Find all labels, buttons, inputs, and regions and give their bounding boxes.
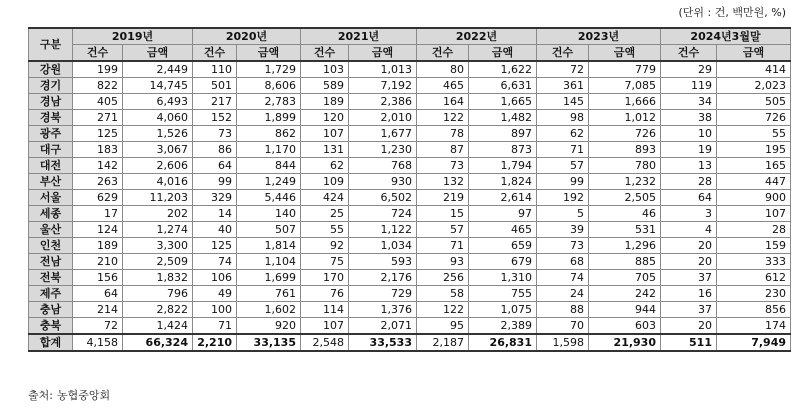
amount-cell: 2,389 [469, 318, 537, 335]
region-cell: 전남 [29, 254, 73, 270]
amount-cell: 2,023 [717, 78, 791, 94]
count-cell: 152 [193, 110, 237, 126]
table-row [29, 254, 791, 270]
count-cell: 210 [73, 254, 123, 270]
amount-cell: 107 [717, 206, 791, 222]
count-cell: 57 [417, 222, 469, 238]
count-cell: 74 [193, 254, 237, 270]
count-cell: 72 [73, 318, 123, 335]
amount-cell: 165 [717, 158, 791, 174]
amount-cell: 174 [717, 318, 791, 335]
amount-cell: 6,493 [123, 94, 193, 110]
year-header: 2021년 [301, 28, 417, 45]
count-cell: 263 [73, 174, 123, 190]
region-cell: 충남 [29, 302, 73, 318]
count-cell: 424 [301, 190, 349, 206]
count-cell: 92 [301, 238, 349, 254]
count-cell: 3 [661, 206, 717, 222]
amount-cell: 4,016 [123, 174, 193, 190]
amount-cell: 531 [589, 222, 661, 238]
amount-header: 금액 [237, 45, 301, 62]
count-cell: 64 [661, 190, 717, 206]
count-cell: 256 [417, 270, 469, 286]
amount-cell: 1,012 [589, 110, 661, 126]
count-cell: 80 [417, 61, 469, 78]
amount-cell: 21,930 [589, 334, 661, 351]
region-cell: 광주 [29, 126, 73, 142]
count-cell: 170 [301, 270, 349, 286]
count-cell: 114 [301, 302, 349, 318]
count-cell: 73 [193, 126, 237, 142]
region-cell: 부산 [29, 174, 73, 190]
amount-cell: 1,814 [237, 238, 301, 254]
count-cell: 199 [73, 61, 123, 78]
amount-cell: 66,324 [123, 334, 193, 351]
table-row [29, 206, 791, 222]
amount-cell: 729 [349, 286, 417, 302]
amount-cell: 2,386 [349, 94, 417, 110]
count-cell: 589 [301, 78, 349, 94]
region-cell: 세종 [29, 206, 73, 222]
amount-cell: 1,376 [349, 302, 417, 318]
region-cell: 인천 [29, 238, 73, 254]
count-cell: 511 [661, 334, 717, 351]
count-cell: 49 [193, 286, 237, 302]
count-cell: 15 [417, 206, 469, 222]
table-row [29, 78, 791, 94]
amount-cell: 1,296 [589, 238, 661, 254]
amount-cell: 1,824 [469, 174, 537, 190]
region-cell: 경북 [29, 110, 73, 126]
count-cell: 822 [73, 78, 123, 94]
amount-cell: 873 [469, 142, 537, 158]
amount-cell: 447 [717, 174, 791, 190]
count-cell: 189 [301, 94, 349, 110]
count-cell: 20 [661, 238, 717, 254]
count-cell: 271 [73, 110, 123, 126]
amount-cell: 505 [717, 94, 791, 110]
table-row [29, 238, 791, 254]
amount-cell: 46 [589, 206, 661, 222]
table-row [29, 222, 791, 238]
count-header: 건수 [661, 45, 717, 62]
amount-cell: 97 [469, 206, 537, 222]
table-row [29, 270, 791, 286]
table-row [29, 94, 791, 110]
count-cell: 62 [537, 126, 589, 142]
amount-cell: 1,034 [349, 238, 417, 254]
amount-cell: 2,505 [589, 190, 661, 206]
amount-cell: 944 [589, 302, 661, 318]
count-cell: 57 [537, 158, 589, 174]
count-cell: 68 [537, 254, 589, 270]
amount-header: 금액 [123, 45, 193, 62]
region-cell: 대전 [29, 158, 73, 174]
amount-cell: 1,622 [469, 61, 537, 78]
year-header: 2024년3월말 [661, 28, 791, 45]
count-cell: 86 [193, 142, 237, 158]
count-cell: 2,210 [193, 334, 237, 351]
table-row [29, 110, 791, 126]
count-cell: 20 [661, 254, 717, 270]
amount-header: 금액 [717, 45, 791, 62]
count-cell: 125 [73, 126, 123, 142]
count-cell: 88 [537, 302, 589, 318]
count-cell: 110 [193, 61, 237, 78]
count-cell: 122 [417, 110, 469, 126]
amount-cell: 726 [717, 110, 791, 126]
amount-cell: 1,482 [469, 110, 537, 126]
amount-cell: 1,122 [349, 222, 417, 238]
count-cell: 20 [661, 318, 717, 335]
count-cell: 13 [661, 158, 717, 174]
count-cell: 465 [417, 78, 469, 94]
amount-cell: 1,699 [237, 270, 301, 286]
amount-cell: 242 [589, 286, 661, 302]
amount-cell: 2,783 [237, 94, 301, 110]
count-cell: 25 [301, 206, 349, 222]
amount-cell: 14,745 [123, 78, 193, 94]
amount-cell: 2,176 [349, 270, 417, 286]
count-cell: 73 [537, 238, 589, 254]
amount-cell: 612 [717, 270, 791, 286]
count-cell: 120 [301, 110, 349, 126]
amount-cell: 1,013 [349, 61, 417, 78]
amount-cell: 8,606 [237, 78, 301, 94]
amount-cell: 920 [237, 318, 301, 335]
amount-cell: 1,310 [469, 270, 537, 286]
amount-cell: 1,666 [589, 94, 661, 110]
count-cell: 100 [193, 302, 237, 318]
count-cell: 142 [73, 158, 123, 174]
amount-cell: 2,822 [123, 302, 193, 318]
count-cell: 156 [73, 270, 123, 286]
amount-cell: 3,300 [123, 238, 193, 254]
amount-cell: 900 [717, 190, 791, 206]
table-row [29, 126, 791, 142]
count-cell: 214 [73, 302, 123, 318]
count-cell: 39 [537, 222, 589, 238]
amount-cell: 1,794 [469, 158, 537, 174]
region-cell: 강원 [29, 61, 73, 78]
count-header: 건수 [301, 45, 349, 62]
table-body [29, 61, 791, 351]
table-row [29, 158, 791, 174]
sub-header-row [29, 45, 791, 62]
amount-cell: 2,614 [469, 190, 537, 206]
count-header: 건수 [193, 45, 237, 62]
amount-cell: 796 [123, 286, 193, 302]
amount-cell: 202 [123, 206, 193, 222]
amount-cell: 761 [237, 286, 301, 302]
count-cell: 71 [417, 238, 469, 254]
count-cell: 29 [661, 61, 717, 78]
year-header-row [29, 28, 791, 45]
count-cell: 14 [193, 206, 237, 222]
total-row [29, 334, 791, 351]
count-cell: 55 [301, 222, 349, 238]
amount-cell: 1,665 [469, 94, 537, 110]
amount-cell: 705 [589, 270, 661, 286]
amount-cell: 1,249 [237, 174, 301, 190]
count-cell: 124 [73, 222, 123, 238]
amount-cell: 659 [469, 238, 537, 254]
region-cell: 대구 [29, 142, 73, 158]
count-cell: 5 [537, 206, 589, 222]
count-cell: 164 [417, 94, 469, 110]
count-cell: 99 [193, 174, 237, 190]
amount-cell: 1,602 [237, 302, 301, 318]
amount-cell: 55 [717, 126, 791, 142]
amount-cell: 2,010 [349, 110, 417, 126]
amount-cell: 7,192 [349, 78, 417, 94]
year-header: 2020년 [193, 28, 301, 45]
amount-cell: 1,274 [123, 222, 193, 238]
count-cell: 71 [537, 142, 589, 158]
count-cell: 119 [661, 78, 717, 94]
amount-cell: 844 [237, 158, 301, 174]
count-cell: 72 [537, 61, 589, 78]
count-cell: 629 [73, 190, 123, 206]
amount-cell: 779 [589, 61, 661, 78]
count-cell: 192 [537, 190, 589, 206]
amount-header: 금액 [469, 45, 537, 62]
count-cell: 16 [661, 286, 717, 302]
count-cell: 58 [417, 286, 469, 302]
amount-cell: 140 [237, 206, 301, 222]
count-cell: 95 [417, 318, 469, 335]
count-cell: 131 [301, 142, 349, 158]
amount-cell: 593 [349, 254, 417, 270]
category-header: 구분 [29, 28, 73, 61]
amount-cell: 1,424 [123, 318, 193, 335]
amount-cell: 159 [717, 238, 791, 254]
table-row [29, 61, 791, 78]
count-cell: 122 [417, 302, 469, 318]
count-cell: 64 [193, 158, 237, 174]
count-cell: 24 [537, 286, 589, 302]
amount-cell: 1,230 [349, 142, 417, 158]
total-label: 합계 [29, 334, 73, 351]
amount-cell: 7,085 [589, 78, 661, 94]
amount-cell: 195 [717, 142, 791, 158]
amount-cell: 33,135 [237, 334, 301, 351]
amount-cell: 1,075 [469, 302, 537, 318]
count-cell: 2,548 [301, 334, 349, 351]
count-cell: 125 [193, 238, 237, 254]
count-cell: 329 [193, 190, 237, 206]
count-header: 건수 [537, 45, 589, 62]
amount-cell: 1,104 [237, 254, 301, 270]
count-cell: 1,598 [537, 334, 589, 351]
amount-cell: 3,067 [123, 142, 193, 158]
amount-cell: 4,060 [123, 110, 193, 126]
count-cell: 4,158 [73, 334, 123, 351]
count-cell: 19 [661, 142, 717, 158]
amount-cell: 930 [349, 174, 417, 190]
count-cell: 106 [193, 270, 237, 286]
amount-cell: 724 [349, 206, 417, 222]
count-cell: 501 [193, 78, 237, 94]
count-cell: 38 [661, 110, 717, 126]
table-row [29, 318, 791, 335]
amount-cell: 726 [589, 126, 661, 142]
count-cell: 183 [73, 142, 123, 158]
year-header: 2023년 [537, 28, 661, 45]
count-cell: 76 [301, 286, 349, 302]
count-cell: 4 [661, 222, 717, 238]
amount-cell: 414 [717, 61, 791, 78]
count-cell: 17 [73, 206, 123, 222]
count-cell: 78 [417, 126, 469, 142]
amount-cell: 6,502 [349, 190, 417, 206]
count-cell: 28 [661, 174, 717, 190]
amount-cell: 1,729 [237, 61, 301, 78]
count-cell: 62 [301, 158, 349, 174]
count-cell: 73 [417, 158, 469, 174]
count-cell: 107 [301, 126, 349, 142]
amount-cell: 26,831 [469, 334, 537, 351]
amount-cell: 33,533 [349, 334, 417, 351]
count-cell: 74 [537, 270, 589, 286]
amount-cell: 230 [717, 286, 791, 302]
count-cell: 34 [661, 94, 717, 110]
region-cell: 서울 [29, 190, 73, 206]
amount-cell: 755 [469, 286, 537, 302]
count-cell: 2,187 [417, 334, 469, 351]
year-header: 2019년 [73, 28, 193, 45]
amount-cell: 6,631 [469, 78, 537, 94]
count-cell: 93 [417, 254, 469, 270]
data-table [28, 27, 791, 352]
amount-cell: 893 [589, 142, 661, 158]
count-cell: 87 [417, 142, 469, 158]
amount-cell: 2,606 [123, 158, 193, 174]
region-cell: 경기 [29, 78, 73, 94]
amount-cell: 1,170 [237, 142, 301, 158]
region-cell: 전북 [29, 270, 73, 286]
amount-cell: 780 [589, 158, 661, 174]
table-row [29, 302, 791, 318]
amount-cell: 897 [469, 126, 537, 142]
count-cell: 361 [537, 78, 589, 94]
amount-cell: 1,526 [123, 126, 193, 142]
table-row [29, 174, 791, 190]
count-cell: 405 [73, 94, 123, 110]
source-label: 출처: [28, 389, 53, 402]
count-cell: 37 [661, 270, 717, 286]
count-cell: 98 [537, 110, 589, 126]
count-cell: 70 [537, 318, 589, 335]
amount-cell: 333 [717, 254, 791, 270]
source-name: 농협중앙회 [56, 389, 111, 402]
amount-cell: 2,071 [349, 318, 417, 335]
amount-cell: 1,677 [349, 126, 417, 142]
count-cell: 145 [537, 94, 589, 110]
table-row [29, 286, 791, 302]
count-cell: 75 [301, 254, 349, 270]
amount-cell: 885 [589, 254, 661, 270]
count-cell: 71 [193, 318, 237, 335]
amount-cell: 507 [237, 222, 301, 238]
count-cell: 109 [301, 174, 349, 190]
count-cell: 99 [537, 174, 589, 190]
count-header: 건수 [417, 45, 469, 62]
count-cell: 189 [73, 238, 123, 254]
amount-header: 금액 [349, 45, 417, 62]
amount-cell: 603 [589, 318, 661, 335]
count-cell: 219 [417, 190, 469, 206]
count-cell: 10 [661, 126, 717, 142]
amount-cell: 862 [237, 126, 301, 142]
count-cell: 40 [193, 222, 237, 238]
region-cell: 울산 [29, 222, 73, 238]
count-cell: 103 [301, 61, 349, 78]
amount-cell: 768 [349, 158, 417, 174]
region-cell: 경남 [29, 94, 73, 110]
amount-cell: 2,509 [123, 254, 193, 270]
amount-cell: 1,232 [589, 174, 661, 190]
amount-cell: 856 [717, 302, 791, 318]
table-row [29, 142, 791, 158]
amount-cell: 2,449 [123, 61, 193, 78]
amount-cell: 11,203 [123, 190, 193, 206]
amount-cell: 1,832 [123, 270, 193, 286]
table-row [29, 190, 791, 206]
count-cell: 64 [73, 286, 123, 302]
count-header: 건수 [73, 45, 123, 62]
amount-cell: 679 [469, 254, 537, 270]
region-cell: 제주 [29, 286, 73, 302]
unit-note: (단위 : 건, 백만원, %) [678, 6, 786, 19]
amount-cell: 465 [469, 222, 537, 238]
count-cell: 107 [301, 318, 349, 335]
count-cell: 217 [193, 94, 237, 110]
count-cell: 37 [661, 302, 717, 318]
year-header: 2022년 [417, 28, 537, 45]
source-note [28, 387, 110, 403]
amount-cell: 5,446 [237, 190, 301, 206]
amount-cell: 28 [717, 222, 791, 238]
count-cell: 132 [417, 174, 469, 190]
amount-cell: 7,949 [717, 334, 791, 351]
region-cell: 충북 [29, 318, 73, 335]
amount-header: 금액 [589, 45, 661, 62]
amount-cell: 1,899 [237, 110, 301, 126]
